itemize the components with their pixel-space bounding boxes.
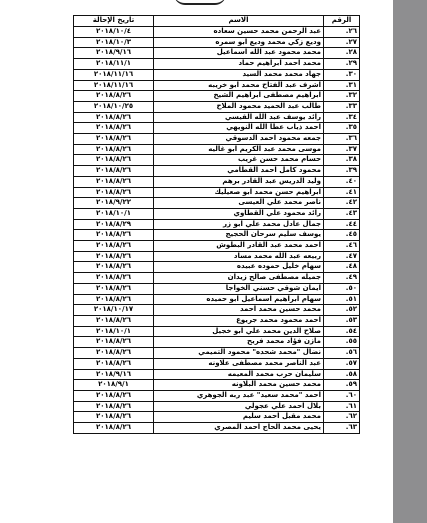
row-date: ٢٠١٨/٨/٢٦ bbox=[74, 230, 154, 241]
row-number: ٣٥. bbox=[324, 123, 360, 134]
row-number: ٦٢. bbox=[324, 412, 360, 423]
row-date: ٢٠١٨/٨/٢٦ bbox=[74, 123, 154, 134]
row-number: ٣٨. bbox=[324, 155, 360, 166]
table-row bbox=[74, 27, 360, 38]
table-body bbox=[74, 27, 360, 434]
table-row bbox=[74, 294, 360, 305]
row-date: ٢٠١٨/٨/٢٦ bbox=[74, 112, 154, 123]
row-number: ٤٥. bbox=[324, 230, 360, 241]
row-number: ٤٠. bbox=[324, 176, 360, 187]
table-row bbox=[74, 390, 360, 401]
row-name: عبد الناصر محمد مصطفى علاونه bbox=[154, 358, 324, 369]
row-number: ٤٢. bbox=[324, 198, 360, 209]
row-date: ٢٠١٨/٨/٢٩ bbox=[74, 219, 154, 230]
row-number: ٥٩. bbox=[324, 380, 360, 391]
table-row bbox=[74, 369, 360, 380]
row-date: ٢٠١٨/١٠/٢٥ bbox=[74, 101, 154, 112]
row-name: عبد الرحمن محمد حسين سعاده bbox=[154, 27, 324, 38]
row-date: ٢٠١٨/٨/٢٦ bbox=[74, 358, 154, 369]
table-row bbox=[74, 144, 360, 155]
row-date: ٢٠١٨/٨/٢٦ bbox=[74, 294, 154, 305]
row-number: ٥٧. bbox=[324, 358, 360, 369]
table-row bbox=[74, 187, 360, 198]
row-number: ٤٩. bbox=[324, 273, 360, 284]
row-number: ٥٦. bbox=[324, 348, 360, 359]
table-header-row bbox=[74, 16, 360, 27]
row-date: ٢٠١٨/٨/٢٦ bbox=[74, 283, 154, 294]
table-row bbox=[74, 262, 360, 273]
row-number: ٦٣. bbox=[324, 423, 360, 434]
row-name: محمد احمد ابراهيم حماد bbox=[154, 59, 324, 70]
table-row bbox=[74, 337, 360, 348]
row-number: ٤٦. bbox=[324, 241, 360, 252]
table-row bbox=[74, 176, 360, 187]
row-name: حسام محمد حسن غريب bbox=[154, 155, 324, 166]
row-number: ٦١. bbox=[324, 401, 360, 412]
row-name: جمال عادل محمد علي ابو زر bbox=[154, 219, 324, 230]
row-name: وديع زكي محمد وديع ابو سمره bbox=[154, 37, 324, 48]
row-number: ٤٤. bbox=[324, 219, 360, 230]
row-name: رائد محمود علي القطاوي bbox=[154, 208, 324, 219]
table-row bbox=[74, 69, 360, 80]
table-row bbox=[74, 123, 360, 134]
row-name: احمد "محمد سعيد" عبد ربه الجوهري bbox=[154, 390, 324, 401]
row-number: ٣١. bbox=[324, 80, 360, 91]
table-row bbox=[74, 326, 360, 337]
page-top-arc bbox=[174, 0, 226, 5]
row-name: احمد ذياب عطا الله النويهي bbox=[154, 123, 324, 134]
table-row bbox=[74, 198, 360, 209]
header-num: الرقم bbox=[324, 16, 360, 27]
row-number: ٢٨. bbox=[324, 48, 360, 59]
table-row bbox=[74, 48, 360, 59]
row-name: موسى محمد عبد الكريم ابو غاليه bbox=[154, 144, 324, 155]
row-name: جهاد محمد محمد السيد bbox=[154, 69, 324, 80]
table-row bbox=[74, 315, 360, 326]
row-date: ٢٠١٨/٨/٢٦ bbox=[74, 176, 154, 187]
table-row bbox=[74, 401, 360, 412]
row-date: ٢٠١٨/١٠/١ bbox=[74, 208, 154, 219]
table-row bbox=[74, 348, 360, 359]
row-number: ٣٦. bbox=[324, 134, 360, 145]
row-date: ٢٠١٨/٨/٢٦ bbox=[74, 401, 154, 412]
row-date: ٢٠١٨/٨/٢٦ bbox=[74, 348, 154, 359]
table-row bbox=[74, 283, 360, 294]
row-name: يوسف سليم سرحان الحجيج bbox=[154, 230, 324, 241]
row-name: رائد يوسف عبد الله القيسي bbox=[154, 112, 324, 123]
row-number: ٢٦. bbox=[324, 27, 360, 38]
row-date: ٢٠١٨/٨/٢٦ bbox=[74, 155, 154, 166]
table-row bbox=[74, 412, 360, 423]
row-number: ٥٠. bbox=[324, 283, 360, 294]
row-name: سليمان حرب محمد المعيمه bbox=[154, 369, 324, 380]
table-row bbox=[74, 423, 360, 434]
row-number: ٥٤. bbox=[324, 326, 360, 337]
table-row bbox=[74, 80, 360, 91]
row-name: محمد حسين محمد البلاونه bbox=[154, 380, 324, 391]
row-number: ٦٠. bbox=[324, 390, 360, 401]
table-row bbox=[74, 208, 360, 219]
header-name: الاسم bbox=[154, 16, 324, 27]
row-name: اشرف عبد الفتاح محمد ابو خريبه bbox=[154, 80, 324, 91]
table-row bbox=[74, 358, 360, 369]
row-date: ٢٠١٨/١٠/٣ bbox=[74, 37, 154, 48]
table-row bbox=[74, 251, 360, 262]
row-name: سهام ابراهيم اسماعيل ابو حميده bbox=[154, 294, 324, 305]
row-name: ربيعه عبد الله محمد مساد bbox=[154, 251, 324, 262]
row-date: ٢٠١٨/٩/٢٢ bbox=[74, 198, 154, 209]
row-name: صلاح الدين محمد علي ابو خجيل bbox=[154, 326, 324, 337]
row-date: ٢٠١٨/٨/٢٦ bbox=[74, 134, 154, 145]
row-number: ٣٧. bbox=[324, 144, 360, 155]
row-name: بلال احمد علي عجولي bbox=[154, 401, 324, 412]
table-row bbox=[74, 91, 360, 102]
row-number: ٣٣. bbox=[324, 101, 360, 112]
row-date: ٢٠١٨/٨/٢٦ bbox=[74, 91, 154, 102]
row-date: ٢٠١٨/١٠/١٧ bbox=[74, 305, 154, 316]
row-name: وليد الدريس عبد القادر برهم bbox=[154, 176, 324, 187]
row-name: محمود كامل احمد القطامي bbox=[154, 166, 324, 177]
row-name: ناصر محمد علي العيسى bbox=[154, 198, 324, 209]
row-date: ٢٠١٨/١٠/٤ bbox=[74, 27, 154, 38]
row-date: ٢٠١٨/٩/١ bbox=[74, 380, 154, 391]
row-number: ٤٧. bbox=[324, 251, 360, 262]
row-number: ٣٠. bbox=[324, 69, 360, 80]
row-number: ٣٢. bbox=[324, 91, 360, 102]
row-date: ٢٠١٨/١١/١٦ bbox=[74, 69, 154, 80]
row-number: ٣٩. bbox=[324, 166, 360, 177]
table-row bbox=[74, 241, 360, 252]
row-name: سهام خليل حموده عبيده bbox=[154, 262, 324, 273]
row-name: ايمان شوقي حسني الخواجا bbox=[154, 283, 324, 294]
table-row bbox=[74, 230, 360, 241]
table-row bbox=[74, 380, 360, 391]
row-date: ٢٠١٨/٨/٢٦ bbox=[74, 187, 154, 198]
referral-list-table bbox=[73, 15, 360, 434]
row-name: احمد محمد عبد القادر البطوش bbox=[154, 241, 324, 252]
table-row bbox=[74, 219, 360, 230]
table-row bbox=[74, 134, 360, 145]
row-name: احمد محمود محمد جريوع bbox=[154, 315, 324, 326]
side-margin-strip bbox=[393, 0, 427, 523]
row-number: ٢٩. bbox=[324, 59, 360, 70]
row-number: ٤١. bbox=[324, 187, 360, 198]
row-date: ٢٠١٨/١٠/١ bbox=[74, 326, 154, 337]
row-date: ٢٠١٨/٨/٢٦ bbox=[74, 315, 154, 326]
row-date: ٢٠١٨/٨/٢٦ bbox=[74, 423, 154, 434]
row-number: ٥٢. bbox=[324, 305, 360, 316]
header-date: تاريخ الإحالة bbox=[74, 16, 154, 27]
row-date: ٢٠١٨/٨/٢٦ bbox=[74, 251, 154, 262]
row-name: محمد حسين محمد احمد bbox=[154, 305, 324, 316]
row-number: ٢٧. bbox=[324, 37, 360, 48]
table-row bbox=[74, 101, 360, 112]
row-date: ٢٠١٨/٨/٢٦ bbox=[74, 241, 154, 252]
row-name: طالب عبد الحميد محمود الملاح bbox=[154, 101, 324, 112]
row-date: ٢٠١٨/٨/٢٦ bbox=[74, 166, 154, 177]
row-number: ٥٨. bbox=[324, 369, 360, 380]
row-number: ٣٤. bbox=[324, 112, 360, 123]
row-date: ٢٠١٨/٨/٢٦ bbox=[74, 412, 154, 423]
row-date: ٢٠١٨/٨/٢٦ bbox=[74, 262, 154, 273]
row-date: ٢٠١٨/١١/١٦ bbox=[74, 80, 154, 91]
row-number: ٥١. bbox=[324, 294, 360, 305]
row-date: ٢٠١٨/٩/١٦ bbox=[74, 48, 154, 59]
row-date: ٢٠١٨/١١/١ bbox=[74, 59, 154, 70]
table-row bbox=[74, 37, 360, 48]
table-row bbox=[74, 155, 360, 166]
row-name: يحيى محمد الحاج احمد المصري bbox=[154, 423, 324, 434]
table-row bbox=[74, 305, 360, 316]
row-name: ابراهيم مصطفى ابراهيم الشيخ bbox=[154, 91, 324, 102]
row-number: ٤٨. bbox=[324, 262, 360, 273]
row-name: جمعه محمود احمد الدسوقي bbox=[154, 134, 324, 145]
row-number: ٥٣. bbox=[324, 315, 360, 326]
table-row bbox=[74, 273, 360, 284]
row-date: ٢٠١٨/٨/٢٦ bbox=[74, 273, 154, 284]
row-date: ٢٠١٨/٨/٢٦ bbox=[74, 390, 154, 401]
row-name: نضال "محمد شحده" محمود التميمي bbox=[154, 348, 324, 359]
row-name: جميله مصطفى صالح زيدان bbox=[154, 273, 324, 284]
row-name: محمد مقبل احمد سليم bbox=[154, 412, 324, 423]
row-name: مازن فؤاد محمد فريح bbox=[154, 337, 324, 348]
row-number: ٥٥. bbox=[324, 337, 360, 348]
row-date: ٢٠١٨/٩/١٦ bbox=[74, 369, 154, 380]
table-row bbox=[74, 166, 360, 177]
row-date: ٢٠١٨/٨/٢٦ bbox=[74, 337, 154, 348]
table-row bbox=[74, 59, 360, 70]
row-name: محمد محمود عبد الله اسماعيل bbox=[154, 48, 324, 59]
row-date: ٢٠١٨/٨/٢٦ bbox=[74, 144, 154, 155]
row-number: ٤٣. bbox=[324, 208, 360, 219]
table-row bbox=[74, 112, 360, 123]
row-name: ابراهيم حسن محمد ابو صعيليك bbox=[154, 187, 324, 198]
